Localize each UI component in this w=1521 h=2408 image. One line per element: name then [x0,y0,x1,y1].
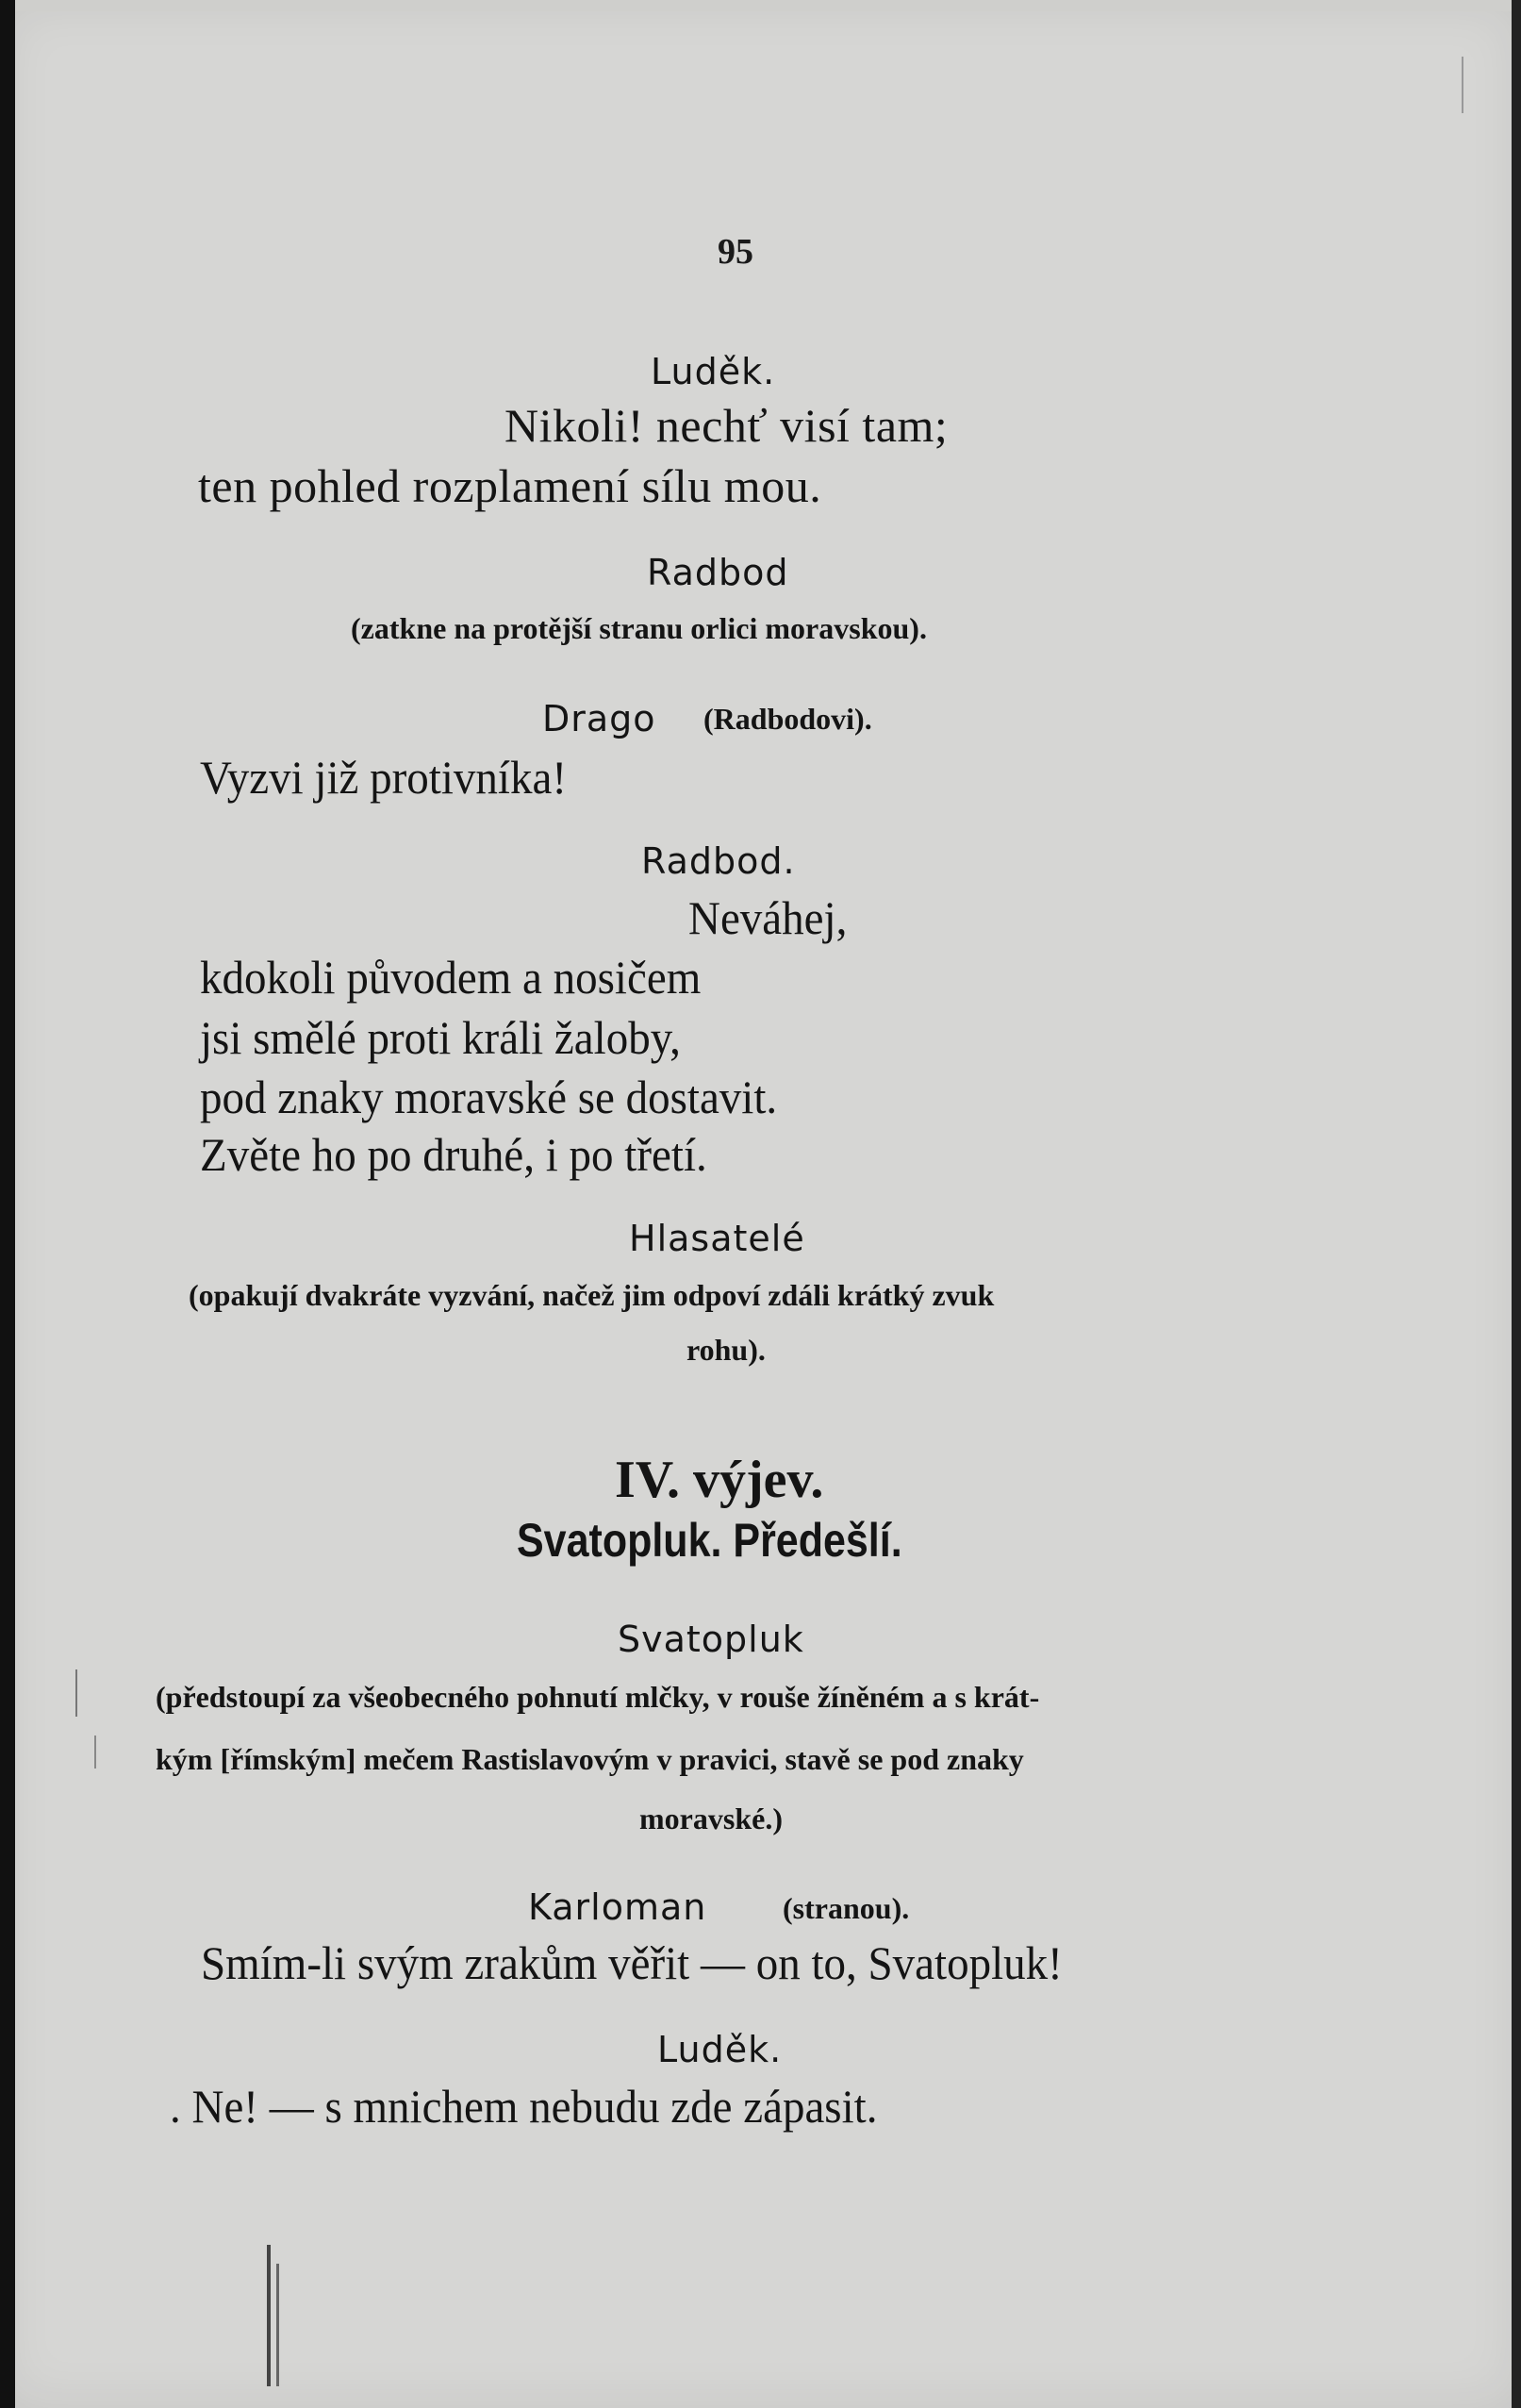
speaker-name: Luděk. [651,351,776,392]
scan-mark [1462,57,1463,113]
verse-line: jsi smělé proti králi žaloby, [200,1011,681,1064]
stage-direction: moravské.) [639,1802,783,1835]
speaker-name: Karloman [528,1886,707,1928]
scene-characters: Svatopluk. Předešlí. [517,1514,902,1567]
speaker-name: Svatopluk [618,1619,804,1660]
scan-mark [94,1735,96,1769]
page-left-edge [0,0,15,2408]
page-number: 95 [718,232,753,272]
speaker-name: Radbod [647,552,789,593]
verse-line: Zvěte ho po druhé, i po třetí. [200,1128,707,1181]
stage-direction: (stranou). [783,1891,910,1925]
stage-direction: rohu). [686,1333,766,1367]
stage-direction: (předstoupí za všeobecného pohnutí mlčky, v rouše žíněném a s krát- [156,1680,1040,1714]
verse-line: . Ne! — s mnichem nebudu zde zápasit. [170,2080,878,2133]
verse-line: kdokoli původem a nosičem [200,951,702,1004]
stage-direction: kým [římským] mečem Rastislavovým v pravici, stavě se pod znaky [156,1742,1024,1776]
scan-mark [276,2264,279,2386]
speaker-name: Hlasatelé [629,1218,805,1259]
speaker-name: Drago [542,698,656,739]
scan-mark [75,1669,77,1717]
verse-line: ten pohled rozplamení sílu mou. [198,459,822,512]
scan-mark [267,2245,271,2386]
scene-heading: IV. výjev. [615,1451,824,1509]
stage-direction: (opakují dvakráte vyzvání, načež jim odpoví zdáli krátký zvuk [189,1278,995,1312]
page-top-edge [15,0,1512,11]
stage-direction: (Radbodovi). [703,702,872,736]
verse-line: Nikoli! nechť visí tam; [504,399,949,452]
verse-line: Neváhej, [688,891,848,944]
verse-line: Smím-li svým zrakům věřit — on to, Svatopluk! [201,1936,1063,1989]
speaker-name: Luděk. [657,2029,783,2070]
verse-line: Vyzvi již protivníka! [200,751,567,804]
page-right-edge [1512,0,1521,2408]
stage-direction: (zatkne na protější stranu orlici moravskou). [351,611,927,645]
speaker-name: Radbod. [641,840,796,882]
verse-line: pod znaky moravské se dostavit. [200,1071,778,1123]
